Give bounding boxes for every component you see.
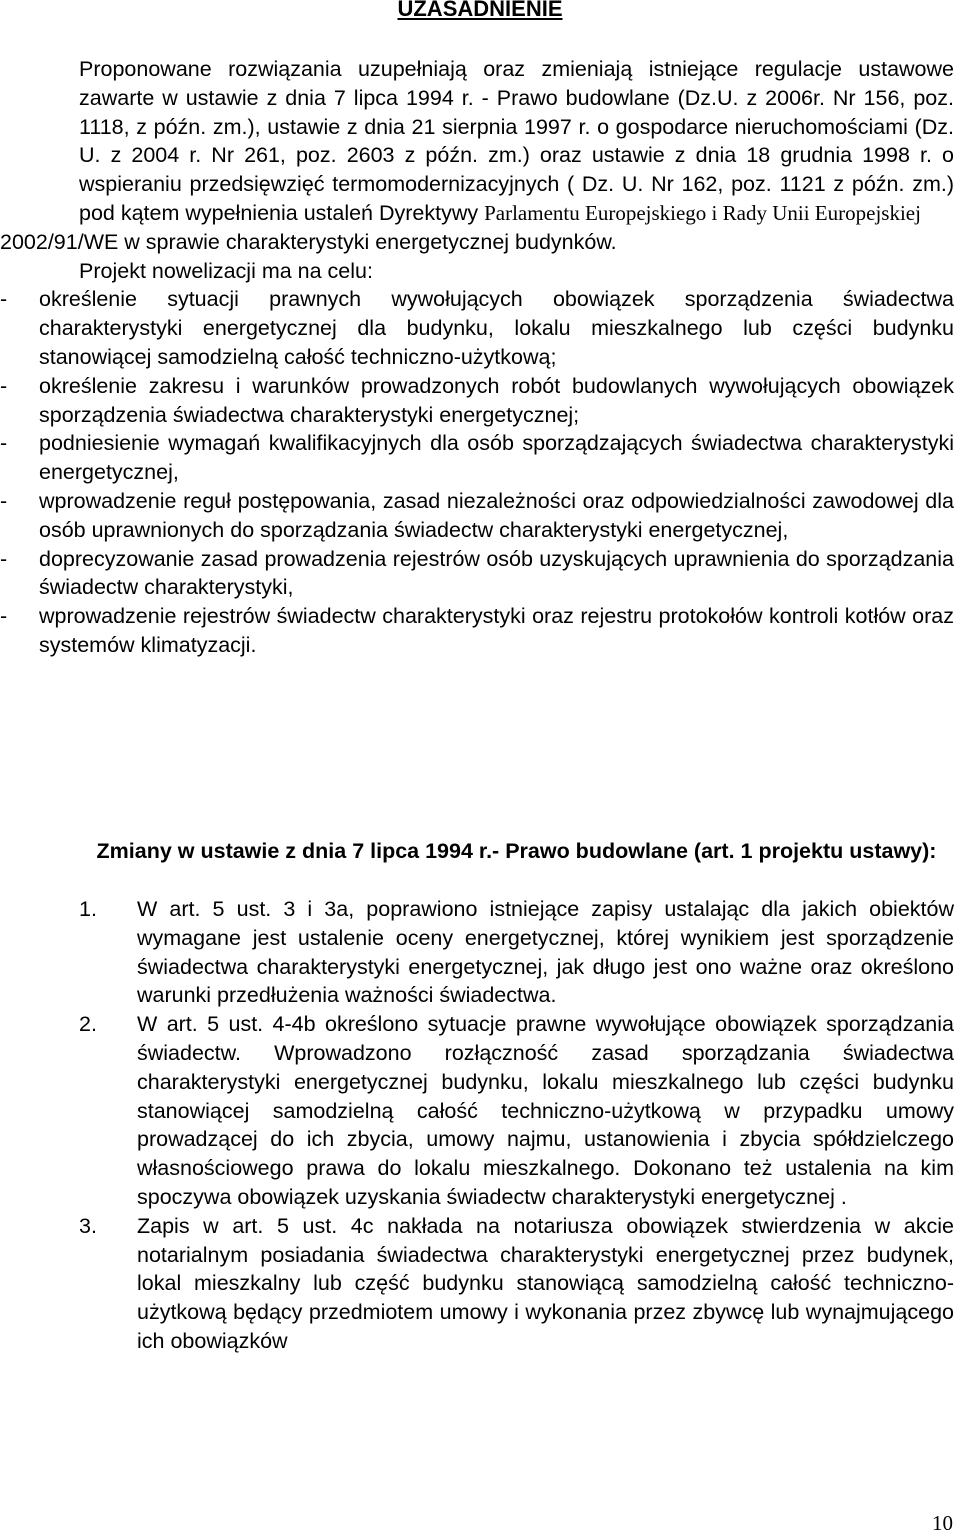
item-number: 2.: [79, 1012, 97, 1037]
item-text: W art. 5 ust. 3 i 3a, poprawiono istniejące zapisy ustalając dla jakich obiektów wymagane jest ustalenie oceny energetycznej, której wynikiem jest sporządzenie świadectwa charakterystyki energetycznej, jak długo jest ono ważne oraz określono warunki przedłużenia ważności świadectwa.: [137, 897, 954, 1008]
section-heading: Zmiany w ustawie z dnia 7 lipca 1994 r.- Prawo budowlane (art. 1 projektu ustawy):: [96, 839, 937, 863]
list-item: [0, 602, 954, 660]
list-item-text: doprecyzowanie zasad prowadzenia rejestrów osób uzyskujących uprawnienia do sporządzania świadectw charakterystyki,: [39, 546, 954, 600]
list-dash: -: [0, 604, 8, 629]
page-title: UZASADNIENIE: [397, 0, 563, 21]
item-number: 3.: [79, 1213, 97, 1238]
item-number: 1.: [79, 897, 97, 921]
goals-intro: Projekt nowelizacji ma na celu:: [79, 258, 373, 283]
intro-paragraph-serif-text: Parlamentu Europejskiego i Rady Unii Europejskiej: [484, 200, 921, 225]
list-item: [0, 429, 954, 487]
list-item-text: określenie sytuacji prawnych wywołujących obowiązek sporządzenia świadectwa charakterystyki energetycznej dla budynku, lokalu mieszkalnego lub części budynku stanowiącej samodzielną całość techniczno-użytkową;: [39, 287, 954, 369]
list-item: [0, 545, 954, 603]
numbered-item: [79, 895, 954, 1010]
list-dash: -: [0, 431, 8, 456]
list-dash: -: [0, 287, 8, 312]
intro-paragraph-text: Proponowane rozwiązania uzupełniają oraz zmieniają istniejące regulacje ustawowe zawarte w ustawie z dnia 7 lipca 1994 r. - Prawo budowlane (Dz.U. z 2006r. Nr 156, poz. 1118, z późn. zm.), ustawie z dnia 21 sierpnia 1997 r. o gospodarce nieruchomościami (Dz. U. z 2004 r. Nr 261, poz. 2603 z późn. zm.) oraz ustawie z dnia 18 grudnia 1998 r. o wspieraniu przedsięwzięć termomodernizacyjnych ( Dz. U. Nr 162, poz. 1121 z późn. zm.) pod kątem wypełnienia ustaleń Dyrektywy: [79, 57, 954, 225]
list-item-text: wprowadzenie rejestrów świadectw charakterystyki oraz rejestru protokołów kontroli kotłów oraz systemów klimatyzacji.: [39, 604, 954, 657]
intro-paragraph-continuation: 2002/91/WE w sprawie charakterystyki energetycznej budynków.: [0, 229, 617, 254]
list-item: [0, 372, 954, 430]
numbered-item: [79, 1010, 954, 1212]
list-item: [0, 487, 954, 545]
list-item-text: podniesienie wymagań kwalifikacyjnych dla osób sporządzających świadectwa charakterystyki energetycznej,: [39, 431, 954, 485]
goals-list: [0, 285, 954, 659]
page-number: 10: [932, 1511, 953, 1535]
list-item-text: wprowadzenie reguł postępowania, zasad niezależności oraz odpowiedzialności zawodowej dla osób uprawnionych do sporządzania świadectw charakterystyki energetycznej,: [39, 488, 954, 542]
list-dash: -: [0, 488, 8, 513]
list-dash: -: [0, 546, 8, 571]
numbered-item: [79, 1212, 954, 1356]
item-text: Zapis w art. 5 ust. 4c nakłada na notariusza obowiązek stwierdzenia w akcie notarialnym posiadania świadectwa charakterystyki energetycznej przez budynek, lokal mieszkalny lub część budynku stanowiącą samodzielną całość techniczno-użytkową będący przedmiotem umowy i wykonania przez zbywcę lub wynajmującego ich obowiązków: [137, 1213, 954, 1353]
list-item: [0, 285, 954, 371]
numbered-list: [79, 895, 954, 1356]
item-text: W art. 5 ust. 4-4b określono sytuacje prawne wywołujące obowiązek sporządzania świadectw. Wprowadzono rozłączność zasad sporządzania świadectwa charakterystyki energetycznej budynku, lokalu mieszkalnego lub części budynku stanowiącej samodzielną całość techniczno-użytkową w przypadku umowy prowadzącej do ich zbycia, umowy najmu, ustanowienia i zbycia spółdzielczego własnościowego prawa do lokalu mieszkalnego. Dokonano też ustalenia na kim spoczywa obowiązek uzyskania świadectw charakterystyki energetycznej .: [137, 1012, 954, 1209]
list-dash: -: [0, 373, 8, 398]
list-item-text: określenie zakresu i warunków prowadzonych robót budowlanych wywołujących obowiązek sporządzenia świadectwa charakterystyki energetycznej;: [39, 373, 954, 427]
intro-paragraph: [79, 55, 954, 228]
intro-section: [0, 55, 954, 660]
